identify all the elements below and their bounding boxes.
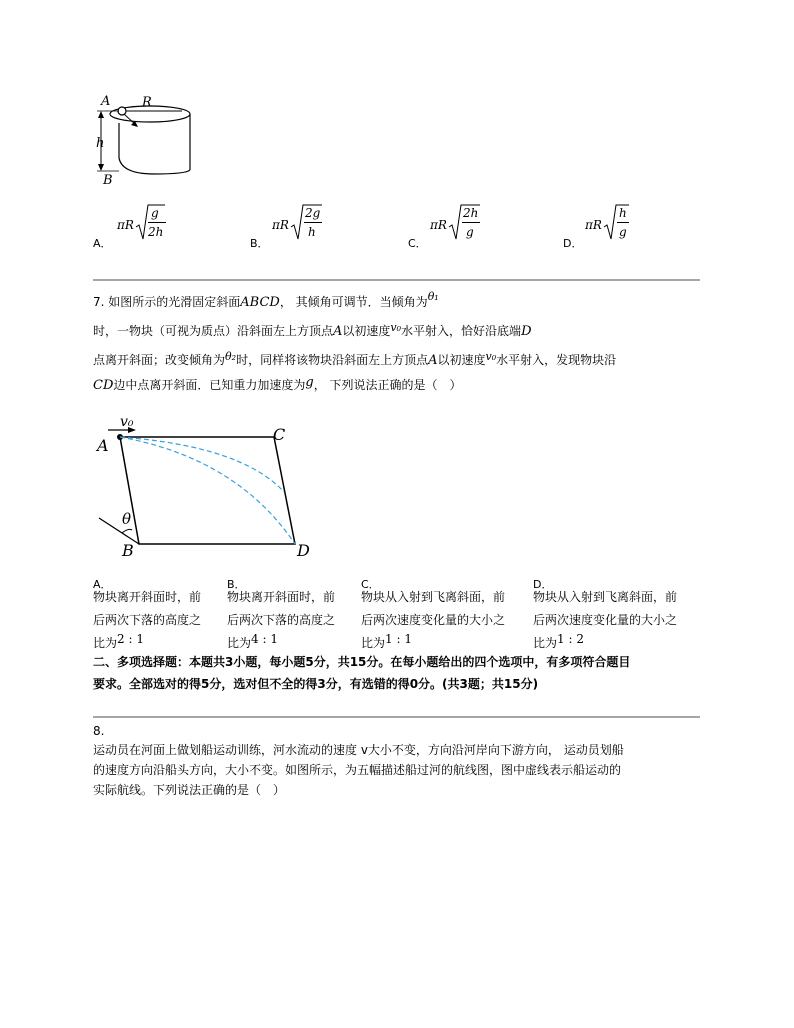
- height-arrow-up: [98, 111, 104, 118]
- math-theta1: θ₁: [427, 290, 439, 303]
- option-label: C．: [408, 237, 427, 250]
- divider: [93, 716, 700, 718]
- option-text: 后两次下落的高度之: [93, 613, 202, 627]
- q7-option-a[interactable]: [93, 574, 223, 652]
- q7-line-2: [93, 321, 532, 339]
- trajectory-to-D: [120, 437, 295, 544]
- label-B: B: [122, 541, 134, 560]
- option-ratio: 1 : 1: [385, 632, 412, 646]
- option-label: D．: [563, 237, 583, 250]
- option-text: 物块从入射到飞离斜面，前: [361, 590, 506, 604]
- label-C: C: [273, 425, 286, 444]
- divider: [93, 279, 700, 281]
- q6-option-a[interactable]: [93, 201, 233, 251]
- q7-line-1: [93, 290, 439, 310]
- fraction-denominator: g: [466, 225, 474, 239]
- incline-plane: [120, 437, 295, 544]
- text: ， 下列说法正确的是（ ）: [313, 378, 462, 392]
- label-D: D: [297, 541, 310, 560]
- text: 边中点离开斜面．已知重力加速度为: [113, 378, 306, 392]
- cylinder-figure: [94, 92, 204, 187]
- fraction-bar: [304, 222, 322, 223]
- option-ratio: 1 : 2: [557, 632, 584, 646]
- option-prefix: πR: [117, 218, 134, 232]
- option-text: 比为: [361, 636, 386, 650]
- option-label: A．: [93, 578, 112, 591]
- option-label: C．: [361, 578, 380, 591]
- label-R: R: [142, 95, 152, 110]
- math-theta2: θ₂: [225, 350, 237, 363]
- fraction-denominator: 2h: [148, 225, 164, 239]
- fraction-bar: [148, 222, 166, 223]
- fraction-numerator: g: [151, 206, 159, 220]
- fraction-numerator: 2g: [305, 206, 321, 220]
- text: ， 其倾角可调节．当倾角为: [279, 295, 428, 309]
- option-label: B．: [227, 578, 246, 591]
- fraction-numerator: h: [619, 206, 627, 220]
- fraction-denominator: h: [308, 225, 316, 239]
- text: 以初速度: [342, 324, 391, 338]
- question-number: 7.: [93, 295, 105, 309]
- option-text: 物块离开斜面时，前: [93, 590, 202, 604]
- option-text: 物块从入射到飞离斜面，前: [533, 590, 678, 604]
- q7-line-4: [93, 375, 462, 393]
- section-2-heading-cont: 要求。全部选对的得5分，选对但不全的得3分，有选错的得0分。(共3题；共15分): [93, 677, 539, 691]
- option-prefix: πR: [272, 218, 289, 232]
- label-A: A: [97, 436, 109, 455]
- math-v0: v₀: [485, 350, 497, 363]
- option-prefix: πR: [585, 218, 602, 232]
- question-number: 8.: [93, 724, 105, 738]
- q6-option-d[interactable]: [563, 201, 703, 251]
- math-CD: CD: [93, 378, 114, 393]
- q7-option-c[interactable]: [361, 574, 521, 652]
- text: 以初速度: [437, 353, 486, 367]
- option-text: 比为: [227, 636, 252, 650]
- option-text: 后两次速度变化量的大小之: [533, 613, 678, 627]
- angle-arc: [122, 529, 132, 533]
- option-label: B．: [250, 237, 269, 250]
- option-text: 物块离开斜面时，前: [227, 590, 336, 604]
- height-arrow-down: [98, 164, 104, 171]
- label-h: h: [96, 136, 105, 151]
- fraction-denominator: g: [619, 225, 627, 239]
- fraction-bar: [462, 222, 480, 223]
- q7-option-d[interactable]: [533, 574, 703, 652]
- q7-option-b[interactable]: [227, 574, 357, 652]
- math-D: D: [521, 324, 532, 339]
- option-prefix: πR: [430, 218, 447, 232]
- option-ratio: 4 : 1: [251, 632, 278, 646]
- q6-option-c[interactable]: [408, 201, 548, 251]
- q8-line-2: 的速度方向沿船头方向，大小不变。如图所示，为五幅描述船过河的航线图，图中虚线表示船运动的: [93, 763, 622, 777]
- label-A: A: [101, 94, 111, 109]
- option-text: 后两次速度变化量的大小之: [361, 613, 506, 627]
- label-B: B: [103, 173, 113, 187]
- q8-line-3: 实际航线。下列说法正确的是（ ）: [93, 783, 286, 797]
- section-2-heading: 二、多项选择题：本题共3小题，每小题5分，共15分。在每小题给出的四个选项中，有多项符合题目: [93, 655, 631, 669]
- option-text: 比为: [93, 636, 118, 650]
- text: 点离开斜面；改变倾角为: [93, 353, 226, 367]
- option-ratio: 2 : 1: [117, 632, 144, 646]
- fraction-bar: [617, 222, 629, 223]
- math-g: g: [305, 375, 314, 390]
- option-text: 比为: [533, 636, 558, 650]
- hole-A: [118, 107, 126, 115]
- text: 时，一物块（可视为质点）沿斜面左上方顶点: [93, 324, 334, 338]
- trajectory-to-midpoint: [120, 437, 284, 492]
- math-ABCD: ABCD: [240, 295, 280, 310]
- label-theta: θ: [122, 510, 132, 528]
- fraction-numerator: 2h: [463, 206, 479, 220]
- option-label: A．: [93, 237, 112, 250]
- q6-option-b[interactable]: [250, 201, 390, 251]
- q8-line-1: 运动员在河面上做划船运动训练，河水流动的速度 v大小不变，方向沿河岸向下游方向， 运动员划船: [93, 743, 624, 757]
- label-v0: v₀: [120, 414, 134, 430]
- text: 水平射入，恰好沿底端: [401, 324, 522, 338]
- cylinder-bottom-arc: [119, 158, 190, 174]
- math-A: A: [428, 353, 438, 368]
- math-A: A: [333, 324, 343, 339]
- text: 时，同样将该物块沿斜面左上方顶点: [236, 353, 429, 367]
- text: 如图所示的光滑固定斜面: [108, 295, 241, 309]
- option-label: D．: [533, 578, 553, 591]
- incline-figure: [92, 406, 322, 561]
- option-text: 后两次下落的高度之: [227, 613, 336, 627]
- text: 水平射入，发现物块沿: [496, 353, 617, 367]
- q7-line-3: [93, 350, 617, 368]
- math-v0: v₀: [390, 321, 402, 334]
